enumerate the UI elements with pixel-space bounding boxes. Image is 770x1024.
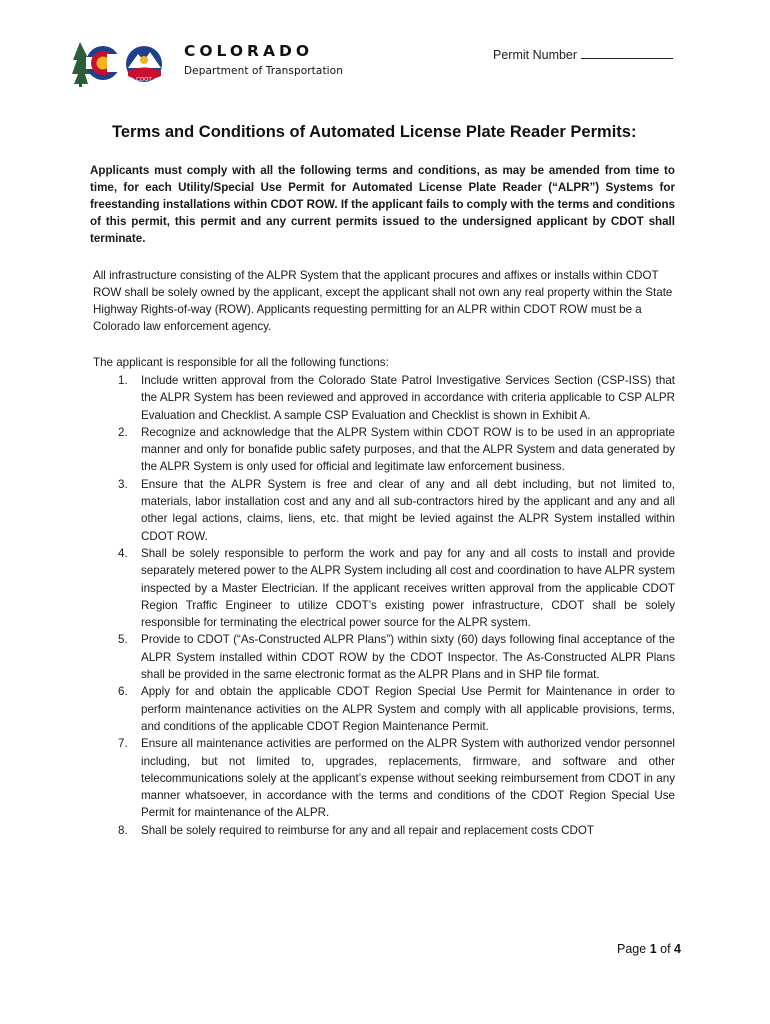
- list-item: 1. Include written approval from the Colorado State Patrol Investigative Services Section (CSP-ISS) that the ALPR System has been reviewed and approved in accordance with criteria applicable to CSP ALPR Evaluation and Checklist. A sample CSP Evaluation and Checklist is shown in Exhibit A.: [118, 374, 675, 422]
- list-item: 6. Apply for and obtain the applicable CDOT Region Special Use Permit for Maintenance in order to perform maintenance activities on the ALPR System and comply with all applicable provisions, terms, and conditions of the applicable CDOT Region Maintenance Permit.: [118, 685, 675, 733]
- org-state: COLORADO: [184, 42, 314, 60]
- permit-number-label: Permit Number: [493, 48, 578, 62]
- intro-paragraph: Applicants must comply with all the following terms and conditions, as may be amended from time to time, for each Utility/Special Use Permit for Automated License Plate Reader (“ALPR”) Systems for freestanding installations within CDOT ROW. If the applicant fails to comply with the terms and conditions of this permit, this permit and any current permits issued to the undersigned applicant by CDOT shall terminate.: [90, 164, 675, 245]
- list-item: 8. Shall be solely required to reimburse for any and all repair and replacement costs CDOT: [118, 823, 595, 837]
- list-item: 2. Recognize and acknowledge that the ALPR System within CDOT ROW is to be used in an appropriate manner and only for bonafide public safety purposes, and that the ALPR System and data generated by the ALPR System is only used for official and legitimate law enforcement business.: [118, 425, 675, 474]
- functions-list: [90, 372, 675, 839]
- permit-number-blank: [581, 47, 673, 59]
- mountain-icon: [126, 46, 162, 83]
- org-department: Department of Transportation: [184, 65, 343, 77]
- page-indicator: Page 1 of 4: [617, 942, 681, 956]
- list-item: 4. Shall be solely responsible to perform the work and pay for any and all costs to install and provide separately metered power to the ALPR System including all cost and coordination to have ALPR system inspected by a Master Electrician. If the applicant receives written approval from the applicable CDOT Region Traffic Engineer to utilize CDOT’s existing power infrastructure, CDOT shall be solely responsible for terminating the electrical power source for the ALPR system.: [118, 546, 675, 630]
- functions-lead: The applicant is responsible for all the following functions:: [93, 356, 389, 369]
- organization-name: [184, 42, 343, 78]
- svg-text:CDOT: CDOT: [136, 77, 152, 83]
- list-item: 3. Ensure that the ALPR System is free and clear of any and all debt including, but not limited to, materials, labor installation cost and any and all sub-contractors hired by the applicant and any and all other legal actions, claims, liens, etc. that might be levied against the ALPR System installed within CDOT ROW.: [118, 477, 675, 543]
- ownership-paragraph: All infrastructure consisting of the ALPR System that the applicant procures and affixes or installs within CDOT ROW shall be solely owned by the applicant, except the applicant shall not own any real property within the State Highway Rights-of-way (ROW). Applicants requesting permitting for an ALPR within CDOT ROW must be a Colorado law enforcement agency.: [93, 269, 673, 333]
- list-item: 7. Ensure all maintenance activities are performed on the ALPR System with authorized vendor personnel including, but not limited to, upgrades, replacements, firmware, and software and other telecommunications solely at the applicant’s expense without seeking reimbursement from CDOT in any manner whatsoever, in accordance with the terms and conditions of the CDOT Region Special Use Permit for maintenance of the ALPR.: [118, 737, 675, 820]
- list-item: 5. Provide to CDOT (“As-Constructed ALPR Plans”) within sixty (60) days following final acceptance of the ALPR System installed within CDOT ROW by the CDOT Inspector. The As-Constructed ALPR Plans shall be provided in the same electronic format as the ALPR Plans and in SHP file format.: [118, 633, 675, 682]
- permit-number-field: [493, 47, 673, 62]
- cdot-logo-icon: [72, 38, 172, 88]
- page-title: Terms and Conditions of Automated License Plate Reader Permits:: [112, 123, 637, 141]
